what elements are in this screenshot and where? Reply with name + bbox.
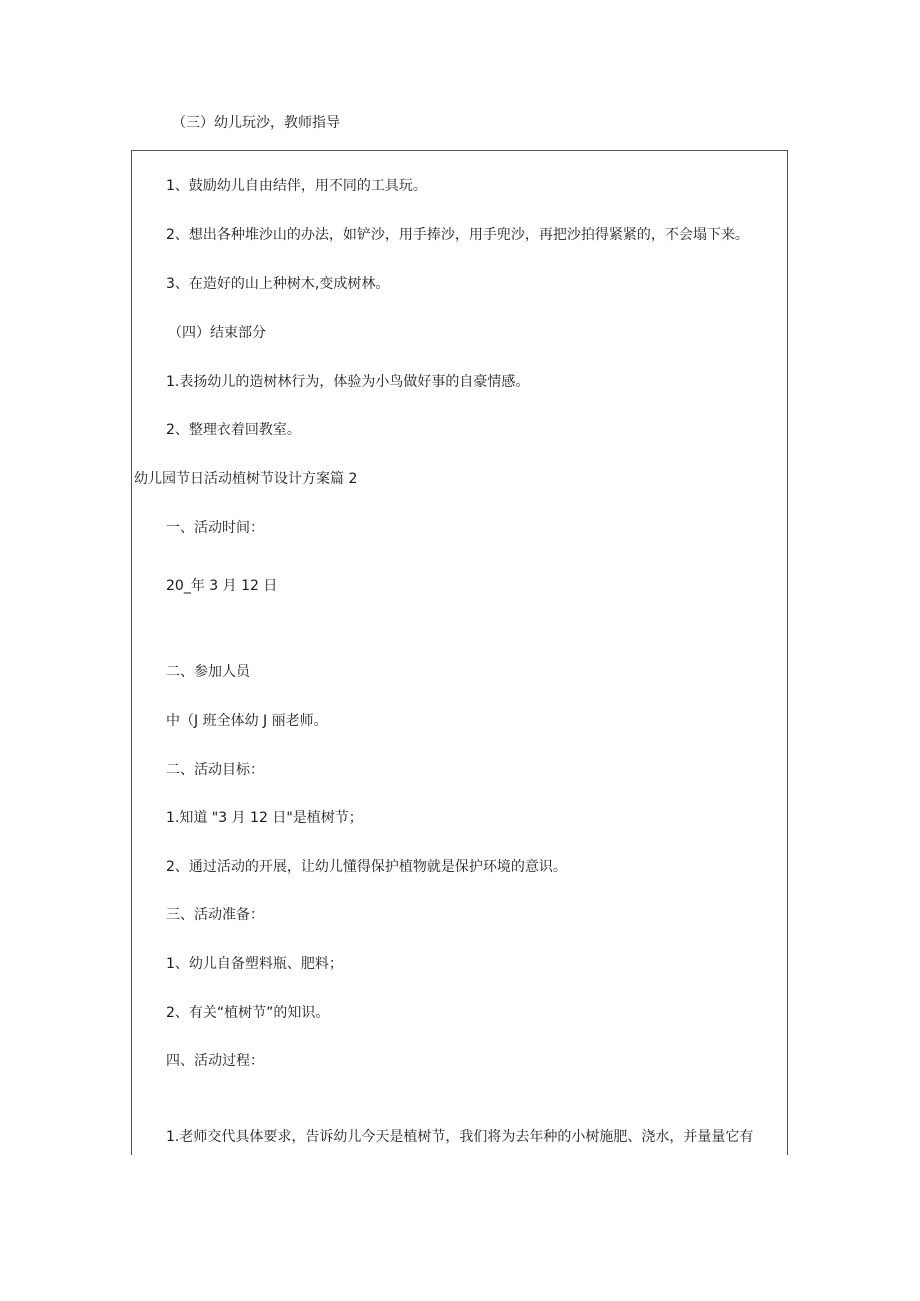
- paragraph: 1.知道 "3 月 12 日"是植树节；: [166, 810, 363, 826]
- paragraph: 一、活动时间：: [166, 520, 264, 536]
- paragraph: 四、活动过程：: [166, 1053, 264, 1069]
- paragraph: 20_年 3 月 12 日: [166, 578, 278, 594]
- paragraph: 二、参加人员: [166, 664, 250, 680]
- paragraph: 2、有关“植树节”的知识。: [166, 1005, 330, 1021]
- paragraph: 1.表扬幼儿的造树林行为，体验为小鸟做好事的自豪情感。: [166, 374, 530, 390]
- paragraph: 2、整理衣着回教室。: [166, 422, 301, 438]
- section-heading-4: （四）结束部分: [168, 325, 266, 341]
- paragraph: 中（J 班全体幼 J 丽老师。: [166, 713, 328, 729]
- paragraph: 2、想出各种堆沙山的办法，如铲沙，用手捧沙，用手兜沙，再把沙拍得紧紧的，不会塌下来。: [166, 227, 749, 243]
- paragraph: 1、幼儿自备塑料瓶、肥料；: [166, 956, 343, 972]
- paragraph: 2、通过活动的开展，让幼儿懂得保护植物就是保护环境的意识。: [166, 859, 567, 875]
- paragraph: 1.老师交代具体要求，告诉幼儿今天是植树节，我们将为去年种的小树施肥、浇水，并量量它有: [166, 1129, 754, 1145]
- paragraph: 三、活动准备：: [166, 907, 264, 923]
- paragraph: 3、在造好的山上种树木,变成树林。: [166, 276, 390, 292]
- paragraph: 1、鼓励幼儿自由结伴，用不同的工具玩。: [166, 178, 427, 194]
- section-heading-3: （三）幼儿玩沙，教师指导: [172, 115, 340, 131]
- article-title: 幼儿园节日活动植树节设计方案篇 2: [134, 471, 358, 487]
- paragraph: 二、活动目标：: [166, 762, 264, 778]
